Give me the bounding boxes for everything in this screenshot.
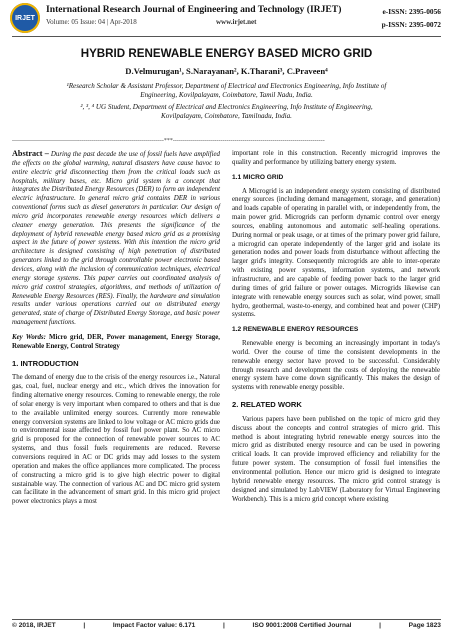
renewable-text: Renewable energy is becoming an increasingly important in today's world. Over the course of time the consistent developments in the renewable energy sector have proved to be successful. Considerably through research and development the costs of deploying the renewable energy system have come down significantly. This makes the design of systems with renewable energy possible.: [232, 340, 440, 392]
abstract-label: Abstract –: [12, 149, 49, 158]
footer-sep: |: [379, 622, 381, 629]
left-column: [12, 150, 220, 513]
p-issn: p-ISSN: 2395-0072: [381, 20, 441, 29]
footer-page: Page 1823: [408, 622, 441, 629]
affiliation-2-line-2: Kovilpalayam, Coimbatore, Tamilnadu, India.: [161, 112, 292, 121]
journal-header: [0, 0, 453, 38]
affiliation-1-line-2: Engineering, Kovilpalayam, Coimbatore, Tamil Nadu, India.: [140, 91, 313, 100]
section-divider: ----------------------------------------------------------------------------***----------------------------------------------------------------------------: [12, 138, 325, 144]
footer-impact: Impact Factor value: 6.171: [112, 622, 196, 629]
intro-text: The demand of energy due to the crisis of the energy resources i.e., Natural gas, coal, fuel, nuclear energy and etc., which drives the innovation for finding alternative energy resources. Coming to renewable energy, the role of solar energy is very important when compared to others and that is due to the available unlimited energy sources. Currently more renewable energy conversion systems are linked to low voltage or AC micro grids due to environmental issue affected by fossil fuel power plant. So AC micro grid is proposed for the connection of renewable power sources to AC systems, and thus fossil fuels requirements are reduced. Reverse conversions required in AC or DC grids may add losses to the system operation and makes the office appliances more complicated. The process of constructing a micro grid is to give high electric power to digital sustainable way. The connection of various AC and DC micro grid system can facilitate in the advancement of smart grid. In this micro grid project power electronics plays a most: [12, 374, 220, 506]
journal-name: International Research Journal of Engineering and Technology (IRJET): [46, 4, 342, 15]
footer-sep: |: [83, 622, 86, 629]
footer-copyright: © 2018, IRJET: [12, 622, 56, 629]
affiliation-1-line-1: ¹Research Scholar & Assistant Professor, Department of Electrical and Electronics Engineering, Info Institute of: [66, 82, 387, 90]
affiliation-1: [30, 82, 423, 100]
intro-heading: 1. INTRODUCTION: [12, 358, 79, 368]
footer-sep: |: [223, 622, 225, 629]
micro-grid-text: A Microgrid is an independent energy system consisting of distributed energy sources (including demand management, storage, and generation) and loads capable of operating in parallel with, or independently from, the main power grid. Microgrids can perform dynamic control over energy sources, enabling autonomous and automatic self-healing operations. During normal or peak usage, or at times of the primary power grid failure, a microgrid can operate independently of the larger grid and isolate its generation nodes and power loads from disturbance without affecting the larger grid's integrity. Consequently microgrids are able to inter-operate with existing power systems, information systems, and network infrastructure, and are capable of feeding power back to the larger grid during times of grid failure or power outages. Microgrids likewise can integrate with renewable energy sources such as solar, wind power, small hydro, geothermal, waste-to-energy, and combined heat and power (CHP) systems.: [232, 187, 440, 319]
page-footer: [12, 622, 441, 629]
affiliation-2: [30, 103, 423, 121]
keywords: [12, 334, 220, 352]
header-rule: [12, 36, 441, 37]
keywords-label: Key Words:: [12, 333, 46, 341]
affiliation-2-line-1: ², ³, ⁴ UG Student, Department of Electrical and Electronics Engineering, Info Institute of Engineering,: [80, 103, 373, 111]
abstract: [12, 150, 220, 328]
footer-rule: [12, 619, 441, 620]
micro-grid-heading: 1.1 MICRO GRID: [232, 173, 284, 181]
keywords-text: Micro grid, DER, Power management, Energy Storage, Renewable Energy, Control Strategy: [12, 333, 220, 350]
paper-authors: D.Velmurugan¹, S.Narayanan², K.Tharani³, C.Praveen⁴: [125, 66, 328, 76]
related-work-heading: 2. RELATED WORK: [232, 400, 302, 410]
intro-continued: important role in this construction. Recently microgrid improves the quality and performance by utilizing battery energy system.: [232, 150, 440, 166]
right-column: [232, 150, 440, 510]
journal-subline: [46, 18, 257, 26]
journal-website[interactable]: www.irjet.net: [216, 18, 257, 26]
footer-iso: ISO 9001:2008 Certified Journal: [252, 622, 352, 629]
irjet-logo: IRJET: [10, 3, 40, 33]
renewable-heading: 1.2 RENEWABLE ENERGY RESOURCES: [232, 326, 359, 334]
paper-title: HYBRID RENEWABLE ENERGY BASED MICRO GRID: [80, 47, 373, 60]
related-work-text: Various papers have been published on the topic of micro grid they discuss about the concepts and control strategies of micro grid. This method is about integrating hybrid renewable energy sources into the micro grid as distributed energy resource and can be used in powering critical loads. It can provide improved efficiency and reliability for the future power system. The consumption of fossil fuel intensifies the environmental pollution. Hence our micro grid is designed to integrate hybrid renewable energy resources. The micro grid control strategy is designed and simulated by LabVIEW (Laboratory for Virtual Engineering Workbench). This is a micro grid concept where existing: [232, 415, 440, 503]
volume-info: Volume: 05 Issue: 04 | Apr-2018: [46, 18, 137, 26]
abstract-text: During the past decade the use of fossil fuels have amplified the effects on the global warming, natural disasters have cause havoc to entire electric grid disconnecting them from the critical loads such as hospitals, military bases, etc. Micro grid system is a concept that integrates the Distributed Energy Resources (DER) to form an independent electric infrastructure. In general micro grid contains DER in various conventional forms such as diesel generators in particular. Our design of micro grid incorporates renewable energy resources which delivers a cleaner energy generation. This presents the significance of the deployment of hybrid renewable energy based micro grid as a promising aspect in the future of power systems. With this intention the micro grid architecture is designed consisting of high penetration of distributed generators linked to the grid through controllable power electronic based devices, along with the inclusion of communication techniques, electrical energy storage systems. This paper carries out coordinated analysis of micro grid control strategies, algorithms, and methods of utilization of Renewable Energy Resources (RES). Finally, the hardware and simulation results under various operations carried out on distributed energy generated, state of charge of Distributed Energy Storage, and basic power management functions.: [12, 151, 220, 327]
issn-block: [382, 5, 441, 31]
e-issn: e-ISSN: 2395-0056: [382, 7, 441, 16]
